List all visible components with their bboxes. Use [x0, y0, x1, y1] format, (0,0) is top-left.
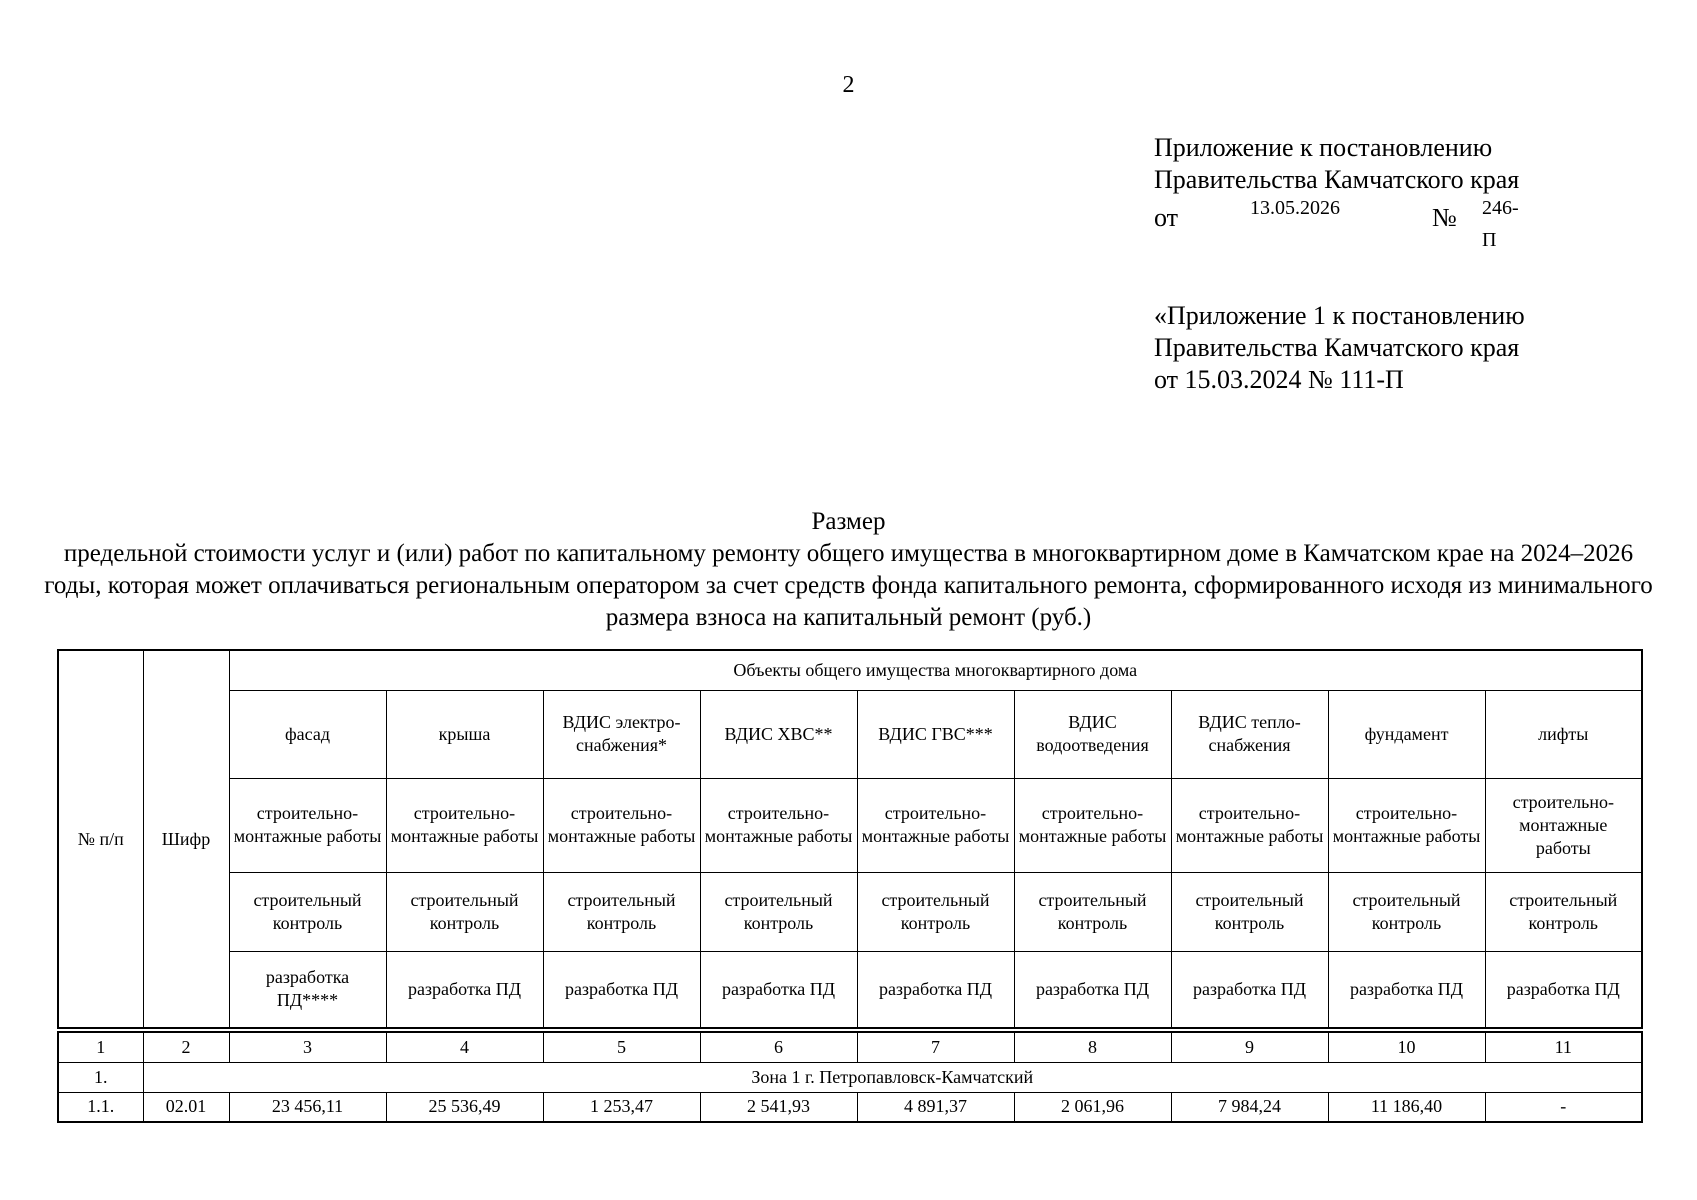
cost-cell: 23 456,11 — [229, 1092, 386, 1122]
zone-label: Зона 1 г. Петропавловск-Камчатский — [143, 1062, 1642, 1092]
work-type-smr: строительно-монтажные работы — [543, 778, 700, 872]
column-number: 10 — [1328, 1032, 1485, 1062]
work-type-sk: строительный контроль — [386, 872, 543, 951]
work-type-sk: строительный контроль — [229, 872, 386, 951]
work-type-smr: строительно-монтажные работы — [1014, 778, 1171, 872]
annex-date: 13.05.2026 — [1250, 197, 1340, 219]
header-code: Шифр — [143, 650, 229, 1028]
header-group: Объекты общего имущества многоквартирного дома — [229, 650, 1642, 690]
object-name: ВДИС электро-снабжения* — [543, 690, 700, 778]
zone-row — [58, 1062, 1642, 1092]
page-number: 2 — [842, 72, 855, 98]
work-type-sk: строительный контроль — [857, 872, 1014, 951]
work-type-pd: разработка ПД**** — [229, 951, 386, 1028]
cost-cell: 2 541,93 — [700, 1092, 857, 1122]
work-type-sk: строительный контроль — [543, 872, 700, 951]
cost-cell: 11 186,40 — [1328, 1092, 1485, 1122]
work-type-pd: разработка ПД — [857, 951, 1014, 1028]
table-row — [58, 1092, 1642, 1122]
annex-date-line — [1154, 196, 1519, 251]
annex-original-line2: Правительства Камчатского края — [1154, 333, 1520, 362]
column-number: 7 — [857, 1032, 1014, 1062]
annex-original-line3: от 15.03.2024 № 111-П — [1154, 365, 1404, 394]
cost-table-body — [57, 1031, 1643, 1123]
cost-table-header — [57, 649, 1643, 1029]
work-type-smr: строительно-монтажные работы — [1485, 778, 1642, 872]
work-type-smr: строительно-монтажные работы — [857, 778, 1014, 872]
work-type-pd: разработка ПД — [1328, 951, 1485, 1028]
column-number: 2 — [143, 1032, 229, 1062]
column-number: 8 — [1014, 1032, 1171, 1062]
work-type-sk: строительный контроль — [1171, 872, 1328, 951]
cost-cell: 4 891,37 — [857, 1092, 1014, 1122]
object-name: ВДИС водоотведения — [1014, 690, 1171, 778]
title-subtitle: предельной стоимости услуг и (или) работ по капитальному ремонту общего имущества в многоквартирном доме в Камчатском крае на 2024–2026 годы, которая может оплачиваться региональным оператором за счет средств фонда капитального ремонта, сформированного исходя из минимального размера взноса на капитальный ремонт (руб.) — [44, 540, 1653, 631]
from-word: от — [1154, 203, 1179, 232]
header-np: № п/п — [58, 650, 143, 1028]
number-sign: № — [1432, 203, 1457, 232]
cost-cell: 25 536,49 — [386, 1092, 543, 1122]
document-title — [40, 506, 1657, 634]
column-number: 3 — [229, 1032, 386, 1062]
object-name: ВДИС ГВС*** — [857, 690, 1014, 778]
work-type-sk: строительный контроль — [1485, 872, 1642, 951]
column-number: 11 — [1485, 1032, 1642, 1062]
zone-number: 1. — [58, 1062, 143, 1092]
column-number: 9 — [1171, 1032, 1328, 1062]
work-type-smr: строительно-монтажные работы — [1171, 778, 1328, 872]
annex-current-line2: Правительства Камчатского края — [1154, 165, 1520, 194]
object-name: крыша — [386, 690, 543, 778]
cost-cell: - — [1485, 1092, 1642, 1122]
column-number: 1 — [58, 1032, 143, 1062]
annex-current — [1154, 132, 1520, 251]
cost-cell: 2 061,96 — [1014, 1092, 1171, 1122]
object-name: фундамент — [1328, 690, 1485, 778]
title-heading: Размер — [811, 508, 886, 535]
cost-cell: 7 984,24 — [1171, 1092, 1328, 1122]
object-name: ВДИС тепло-снабжения — [1171, 690, 1328, 778]
work-type-sk: строительный контроль — [1328, 872, 1485, 951]
object-name: ВДИС ХВС** — [700, 690, 857, 778]
object-name: фасад — [229, 690, 386, 778]
row-code: 02.01 — [143, 1092, 229, 1122]
work-type-pd: разработка ПД — [1014, 951, 1171, 1028]
column-number: 5 — [543, 1032, 700, 1062]
work-type-smr: строительно-монтажные работы — [700, 778, 857, 872]
work-type-pd: разработка ПД — [700, 951, 857, 1028]
column-number: 4 — [386, 1032, 543, 1062]
annex-number: 246-П — [1482, 197, 1519, 251]
annex-current-line1: Приложение к постановлению — [1154, 133, 1493, 162]
row-number: 1.1. — [58, 1092, 143, 1122]
work-type-sk: строительный контроль — [1014, 872, 1171, 951]
work-type-smr: строительно-монтажные работы — [386, 778, 543, 872]
column-numbers-row — [58, 1032, 1642, 1062]
work-type-smr: строительно-монтажные работы — [229, 778, 386, 872]
work-type-sk: строительный контроль — [700, 872, 857, 951]
cost-cell: 1 253,47 — [543, 1092, 700, 1122]
annex-original — [1154, 300, 1525, 396]
work-type-pd: разработка ПД — [386, 951, 543, 1028]
work-type-pd: разработка ПД — [1485, 951, 1642, 1028]
work-type-pd: разработка ПД — [1171, 951, 1328, 1028]
object-name: лифты — [1485, 690, 1642, 778]
work-type-pd: разработка ПД — [543, 951, 700, 1028]
column-number: 6 — [700, 1032, 857, 1062]
work-type-smr: строительно-монтажные работы — [1328, 778, 1485, 872]
annex-original-line1: «Приложение 1 к постановлению — [1154, 301, 1525, 330]
